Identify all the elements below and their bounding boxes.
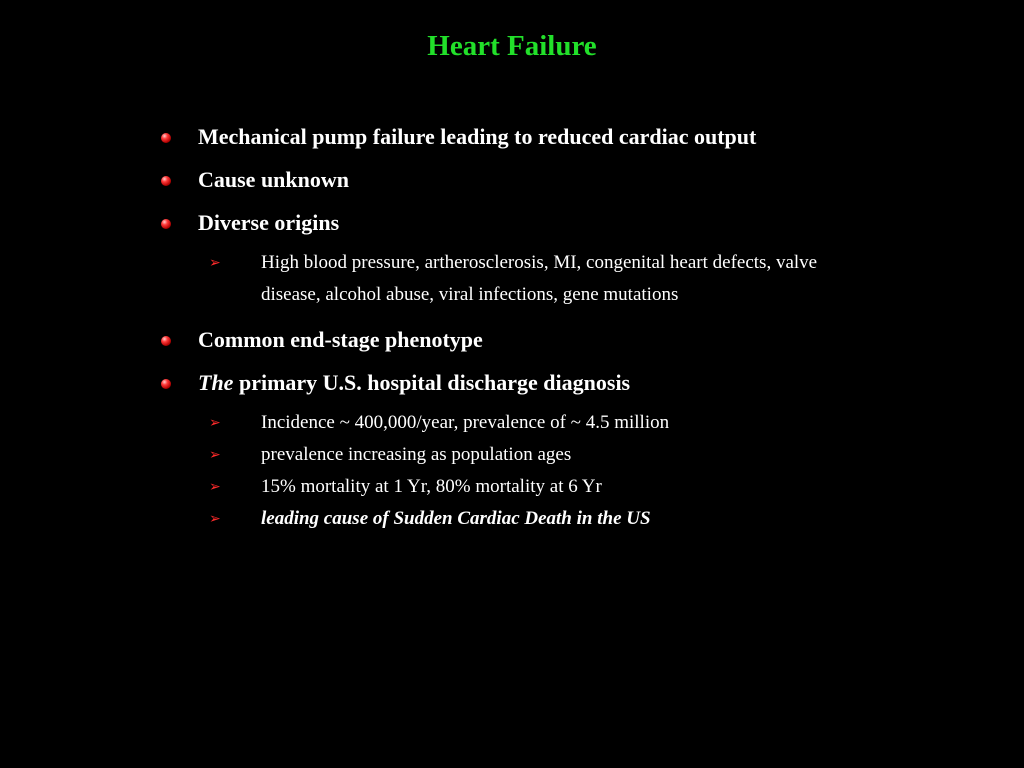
bullet-item — [160, 167, 880, 193]
bullet-item — [160, 370, 880, 396]
arrowhead-bullet-icon: ➢ — [209, 255, 221, 271]
bullet-text: Common end-stage phenotype — [198, 327, 483, 352]
sub-bullet-item — [209, 503, 821, 535]
sub-bullet-text: prevalence increasing as population ages — [261, 444, 572, 465]
bullet-text: Diverse origins — [198, 210, 340, 235]
sub-bullet-text: 15% mortality at 1 Yr, 80% mortality at 6 Yr — [261, 476, 602, 497]
bullet-item — [160, 210, 880, 236]
bullet-text: primary U.S. hospital discharge diagnosis — [233, 370, 631, 395]
slide-title: Heart Failure — [427, 30, 597, 62]
arrowhead-bullet-icon: ➢ — [209, 511, 221, 527]
bullet-item — [160, 124, 880, 150]
bullet-text: Mechanical pump failure leading to reduced cardiac output — [198, 124, 757, 149]
sub-bullet-item — [209, 247, 821, 311]
sub-bullet-item — [209, 407, 821, 439]
bullet-item — [160, 327, 880, 353]
red-sphere-bullet-icon — [161, 336, 171, 346]
arrowhead-bullet-icon: ➢ — [209, 447, 221, 463]
arrowhead-bullet-icon: ➢ — [209, 415, 221, 431]
slide-content — [160, 124, 880, 541]
red-sphere-bullet-icon — [161, 219, 171, 229]
bullet-emphasis: The — [198, 370, 234, 395]
red-sphere-bullet-icon — [161, 176, 171, 186]
arrowhead-bullet-icon: ➢ — [209, 479, 221, 495]
sub-bullet-item — [209, 471, 821, 503]
sub-bullet-item — [209, 439, 821, 471]
sub-bullet-text: High blood pressure, artherosclerosis, MI, congenital heart defects, valve disease, alcohol abuse, viral infections, gene mutations — [261, 252, 818, 305]
bullet-text: Cause unknown — [198, 167, 350, 192]
red-sphere-bullet-icon — [161, 133, 171, 143]
red-sphere-bullet-icon — [161, 379, 171, 389]
sub-bullet-text: Incidence ~ 400,000/year, prevalence of ~ 4.5 million — [261, 412, 670, 433]
sub-bullet-text: leading cause of Sudden Cardiac Death in the US — [261, 508, 651, 529]
